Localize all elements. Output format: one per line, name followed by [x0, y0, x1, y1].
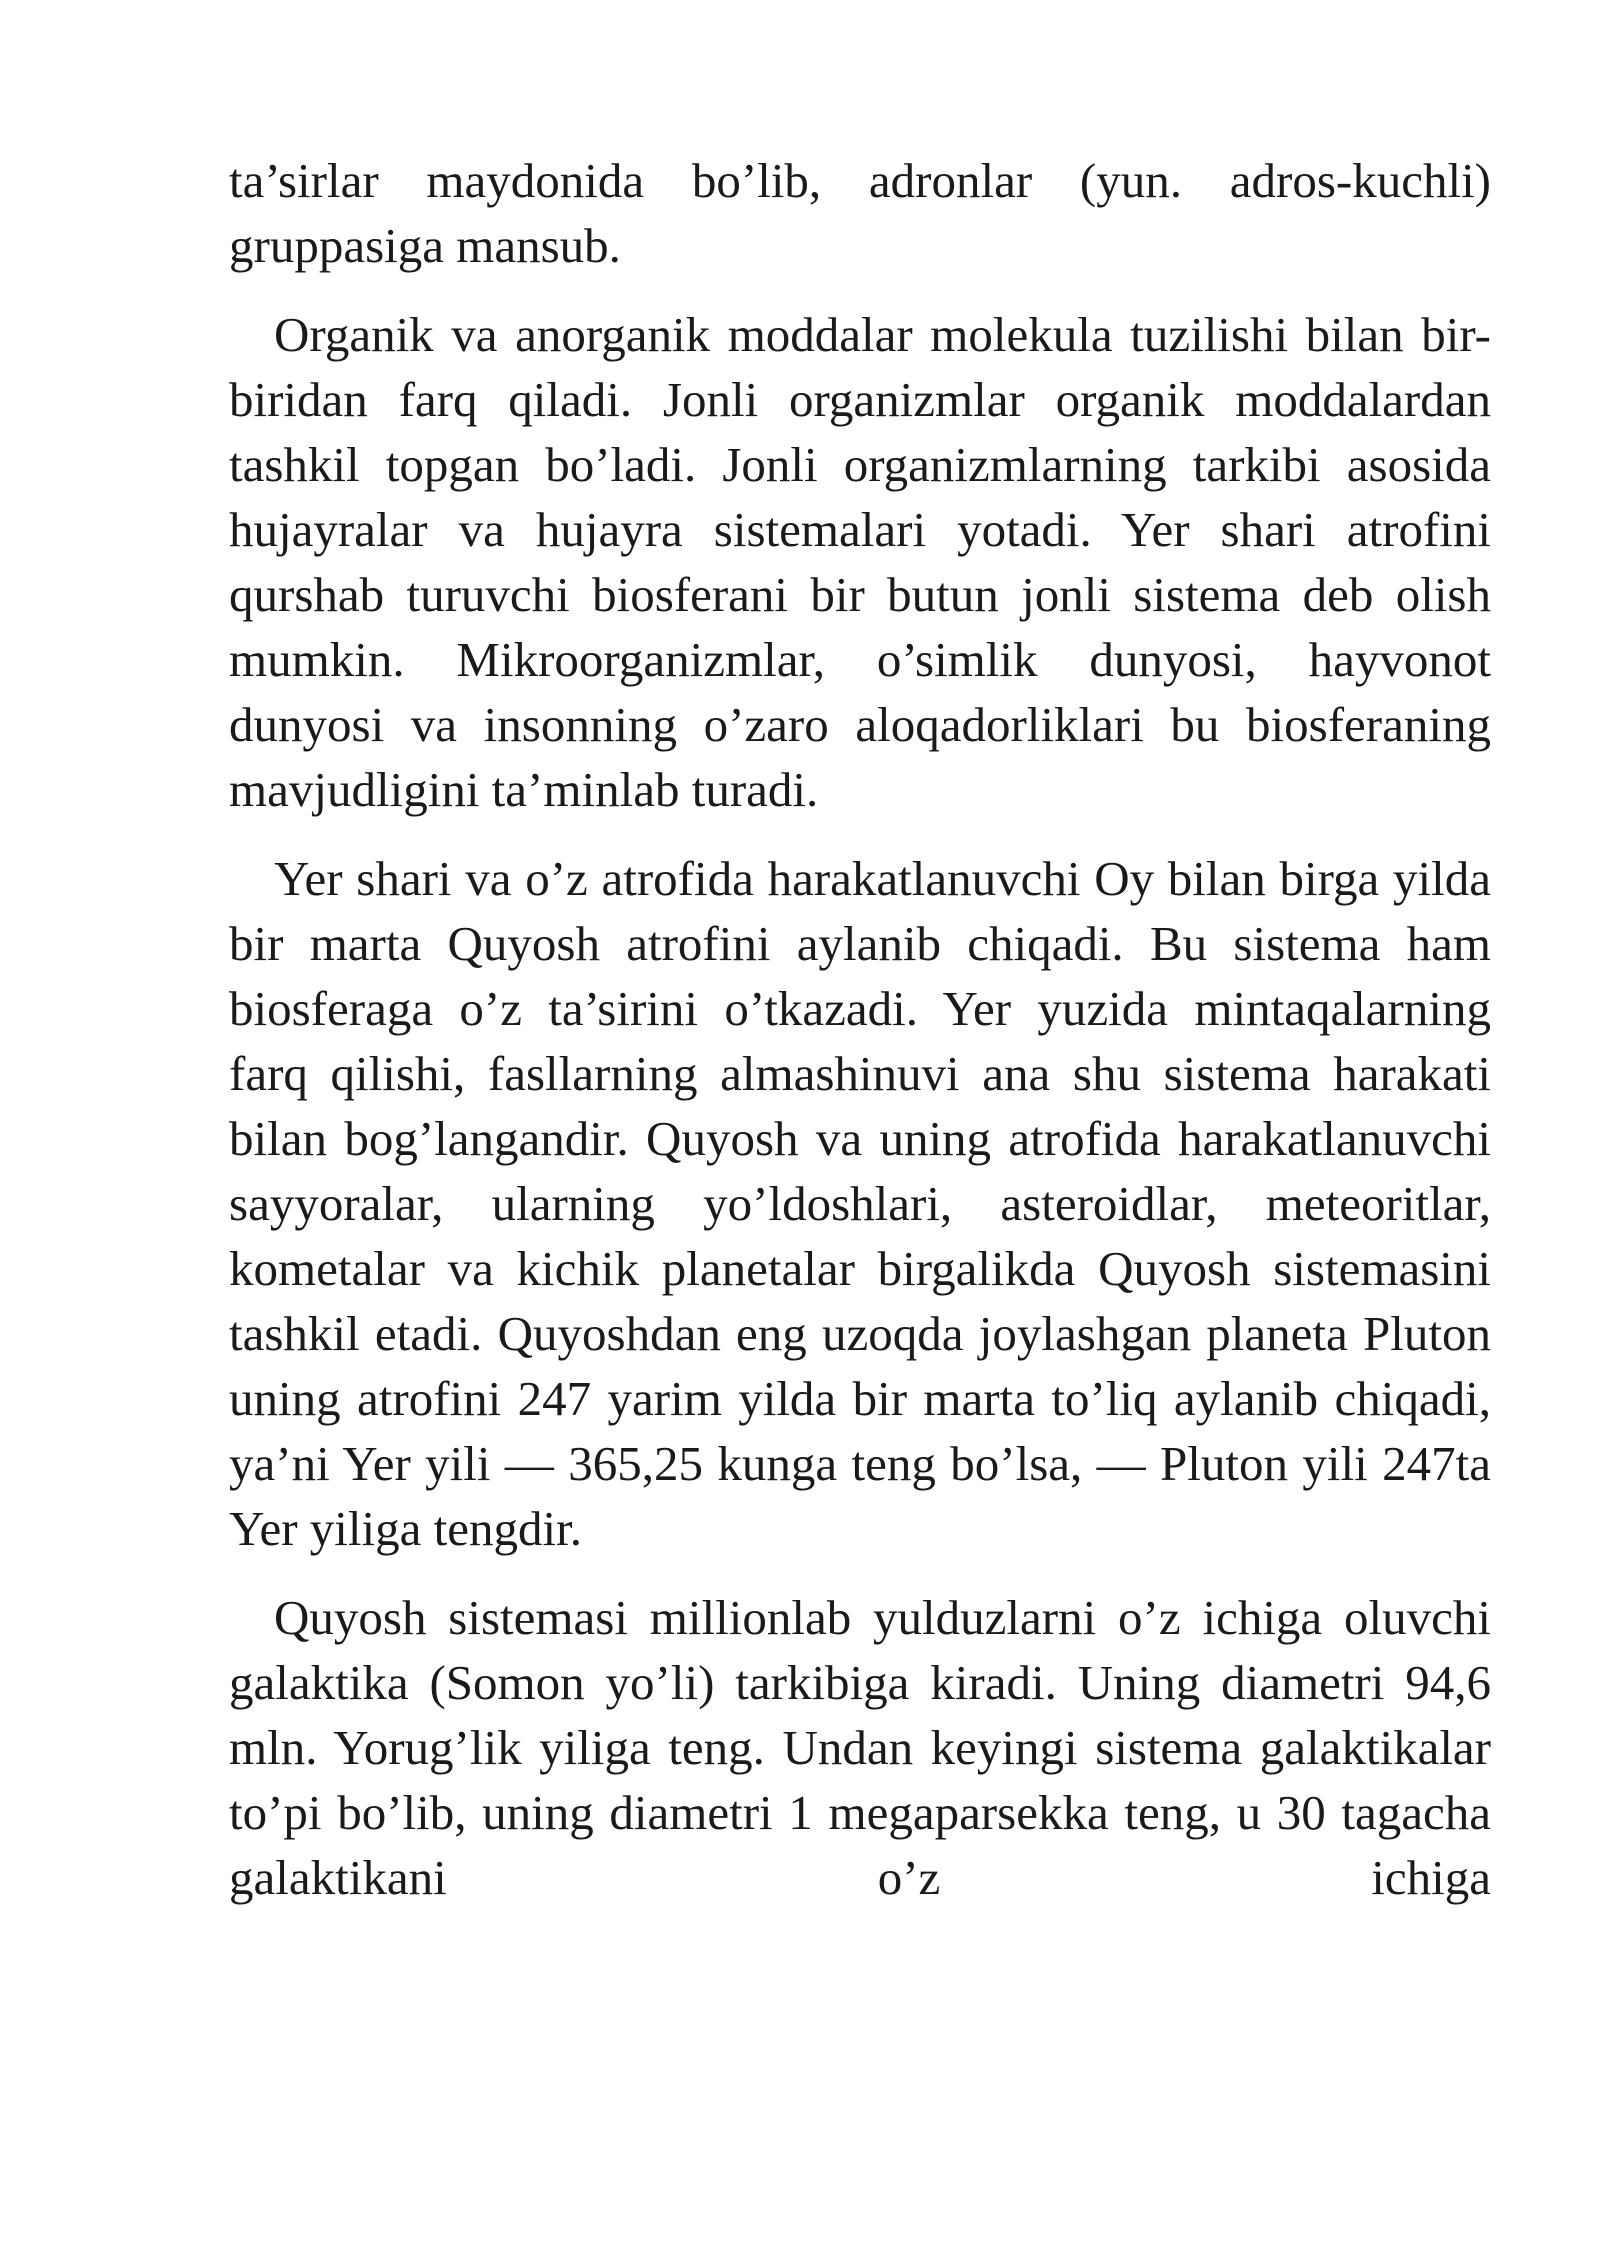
paragraph-galaxy: Quyosh sistemasi millionlab yulduzlarni o’z ichiga oluvchi galaktika (Somon yo’li) tarkibiga kiradi. Uning diametri 94,6 mln. Yorug’lik yiliga teng. Undan keyingi sistema galaktikalar to’pi bo’lib, uning diametri 1 megaparsekka teng, u 30 tagacha galaktikani o’z ichiga: [229, 1590, 1491, 1905]
paragraph-earth-solar-system: Yer shari va o’z atrofida harakatlanuvchi Oy bilan birga yilda bir marta Quyosh atrofini aylanib chiqadi. Bu sistema ham biosferaga o’z ta’sirini o’tkazadi. Yer yuzida mintaqalarning farq qilishi, fasllarning almashinuvi ana shu sistema harakati bilan bog’langandir. Quyosh va uning atrofida harakatlanuvchi sayyoralar, ularning yo’ldoshlari, asteroidlar, meteoritlar, kometalar va kichik planetalar birgalikda Quyosh sistemasini tashkil etadi. Quyoshdan eng uzoqda joylashgan planeta Pluton uning atrofini 247 yarim yilda bir marta to’liq aylanib chiqadi, ya’ni Yer yili — 365,25 kunga teng bo’lsa, — Pluton yili 247ta Yer yiliga tengdir.: [229, 851, 1491, 1556]
paragraph-continued: ta’sirlar maydonida bo’lib, adronlar (yun. adros-kuchli) gruppasiga mansub.: [229, 153, 1491, 273]
document-page: [229, 148, 1491, 1910]
paragraph-organic-inorganic: Organik va anorganik moddalar molekula tuzilishi bilan bir-biridan farq qiladi. Jonli organizmlar organik moddalardan tashkil topgan bo’ladi. Jonli organizmlarning tarkibi asosida hujayralar va hujayra sistemalari yotadi. Yer shari atrofini qurshab turuvchi biosferani bir butun jonli sistema deb olish mumkin. Mikroorganizmlar, o’simlik dunyosi, hayvonot dunyosi va insonning o’zaro aloqadorliklari bu biosferaning mavjudligini ta’minlab turadi.: [229, 307, 1491, 817]
